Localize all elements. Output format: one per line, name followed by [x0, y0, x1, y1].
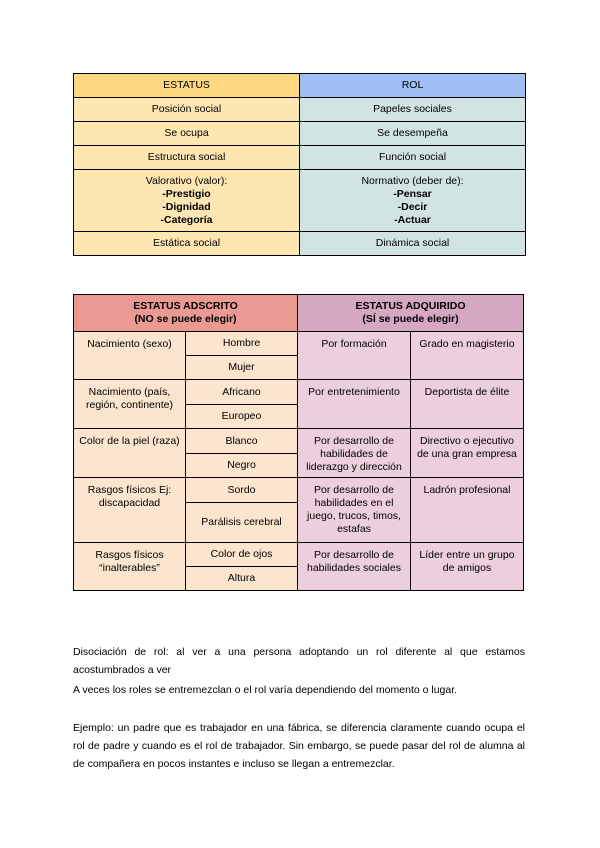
cell-estatus: Se ocupa	[74, 122, 300, 146]
sub-cell: Altura	[186, 567, 298, 591]
header-adscrito	[74, 295, 298, 332]
cell-normativo	[300, 170, 526, 232]
cell-rol: Se desempeña	[300, 122, 526, 146]
sub-cell: Hombre	[186, 332, 298, 356]
category-cell: Nacimiento (país, región, continente)	[74, 380, 186, 429]
cell-estatus: Posición social	[74, 98, 300, 122]
ejemplo-paragraph: Ejemplo: un padre que es trabajador en una fábrica, se diferencia claramente cuando ocupa el rol de padre y cuando es el rol de trabajador. Sin embargo, se puede pasar del rol de alumna al de compañera en pocos instantes e incluso se llegan a entremezclar.	[73, 722, 525, 770]
header-rol: ROL	[300, 74, 526, 98]
sub-cell: Blanco	[186, 429, 298, 454]
header-adscrito-title: ESTATUS ADSCRITO	[133, 300, 238, 312]
estatus-rol-table	[73, 73, 526, 256]
normativo-item: -Pensar	[393, 187, 432, 200]
entremezclan-paragraph: A veces los roles se entremezclan o el rol varía dependiendo del momento o lugar.	[73, 684, 458, 696]
cell-rol: Papeles sociales	[300, 98, 526, 122]
example-cell: Ladrón profesional	[411, 478, 524, 543]
cell-valorativo	[74, 170, 300, 232]
valorativo-label: Valorativo (valor):	[145, 174, 228, 187]
sub-cell: Sordo	[186, 478, 298, 503]
cell-rol: Dinámica social	[300, 232, 526, 256]
category-cell: Nacimiento (sexo)	[74, 332, 186, 380]
normativo-label: Normativo (deber de):	[361, 174, 464, 187]
adquirido-cell: Por formación	[298, 332, 411, 380]
header-adquirido-sub: (SÍ se puede elegir)	[362, 313, 459, 325]
cell-rol: Función social	[300, 146, 526, 170]
adquirido-cell: Por desarrollo de habilidades en el juego, trucos, timos, estafas	[298, 478, 411, 543]
adquirido-cell: Por desarrollo de habilidades sociales	[298, 543, 411, 591]
example-cell: Directivo o ejecutivo de una gran empresa	[411, 429, 524, 478]
category-cell: Rasgos físicos “inalterables”	[74, 543, 186, 591]
cell-estatus: Estática social	[74, 232, 300, 256]
cell-estatus: Estructura social	[74, 146, 300, 170]
header-adquirido	[298, 295, 524, 332]
example-cell: Líder entre un grupo de amigos	[411, 543, 524, 591]
sub-cell: Parálisis cerebral	[186, 503, 298, 543]
adquirido-cell: Por desarrollo de habilidades de liderazgo y dirección	[298, 429, 411, 478]
category-cell: Rasgos físicos Ej: discapacidad	[74, 478, 186, 543]
estatus-adscrito-adquirido-table	[73, 294, 524, 591]
sub-cell: Color de ojos	[186, 543, 298, 567]
sub-cell: Negro	[186, 454, 298, 478]
sub-cell: Europeo	[186, 405, 298, 429]
header-adquirido-title: ESTATUS ADQUIRIDO	[355, 300, 466, 312]
sub-cell: Mujer	[186, 356, 298, 380]
example-cell: Grado en magisterio	[411, 332, 524, 380]
normativo-item: -Decir	[397, 200, 428, 213]
disociacion-paragraph: Disociación de rol: al ver a una persona adoptando un rol diferente al que estamos acostumbrados a ver	[73, 646, 525, 676]
example-cell: Deportista de élite	[411, 380, 524, 429]
normativo-item: -Actuar	[394, 213, 431, 226]
valorativo-item: -Categoría	[160, 213, 213, 226]
valorativo-item: -Prestigio	[162, 187, 211, 200]
header-adscrito-sub: (NO se puede elegir)	[134, 313, 237, 325]
header-estatus: ESTATUS	[74, 74, 300, 98]
valorativo-item: -Dignidad	[162, 200, 211, 213]
category-cell: Color de la piel (raza)	[74, 429, 186, 478]
adquirido-cell: Por entretenimiento	[298, 380, 411, 429]
sub-cell: Africano	[186, 380, 298, 405]
